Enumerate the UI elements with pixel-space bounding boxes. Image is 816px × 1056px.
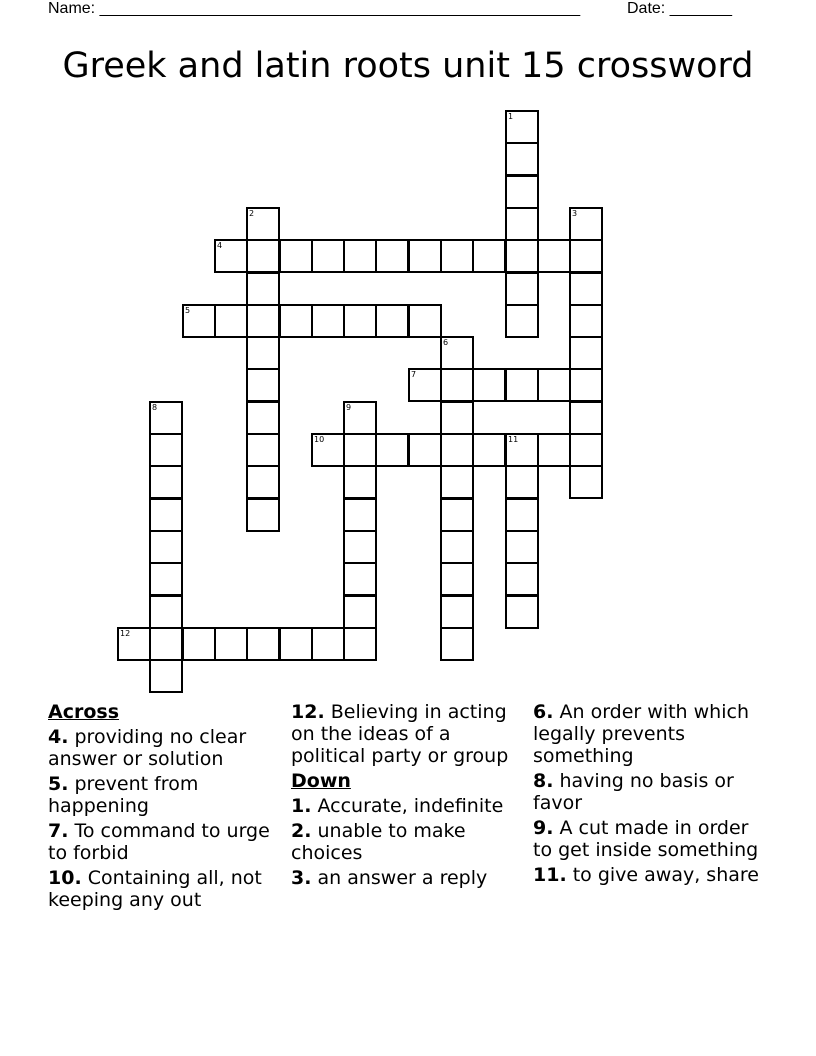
crossword-cell[interactable]	[505, 530, 539, 564]
crossword-cell[interactable]	[569, 207, 603, 241]
across-clue-5: 5. prevent from happening	[48, 773, 199, 817]
crossword-cell[interactable]	[343, 433, 377, 467]
down-clue-9: 9. A cut made in order to get inside something	[533, 817, 759, 861]
clue-number-label: 7	[411, 370, 417, 379]
crossword-cell[interactable]	[214, 239, 248, 273]
clue-number-label: 3	[572, 209, 578, 218]
crossword-cell[interactable]	[182, 304, 216, 338]
clue-number-label: 12	[120, 629, 131, 638]
across-clue-12: 12. Believing in acting on the ideas of a political party or group	[291, 701, 509, 767]
down-clue-1: 1. Accurate, indefinite	[291, 795, 504, 817]
crossword-cell[interactable]	[440, 401, 474, 435]
crossword-cell[interactable]	[408, 368, 442, 402]
crossword-cell[interactable]	[440, 239, 474, 273]
crossword-cell[interactable]	[343, 239, 377, 273]
crossword-cell[interactable]	[343, 498, 377, 532]
crossword-cell[interactable]	[149, 401, 183, 435]
crossword-cell[interactable]	[440, 336, 474, 370]
down-clue-2: 2. unable to make choices	[291, 820, 466, 864]
clue-number-label: 1	[508, 112, 514, 121]
crossword-cell[interactable]	[569, 272, 603, 306]
crossword-cell[interactable]	[569, 465, 603, 499]
crossword-cell[interactable]	[343, 627, 377, 661]
crossword-cell[interactable]	[505, 239, 539, 273]
crossword-cell[interactable]	[279, 304, 313, 338]
name-field: Name: ______________________________________________________	[48, 0, 581, 17]
clue-number-label: 6	[443, 338, 449, 347]
crossword-cell[interactable]	[149, 595, 183, 629]
crossword-cell[interactable]	[505, 562, 539, 596]
clue-column-2	[291, 701, 523, 892]
crossword-cell[interactable]	[505, 368, 539, 402]
crossword-cell[interactable]	[505, 142, 539, 176]
crossword-cell[interactable]	[408, 304, 442, 338]
crossword-cell[interactable]	[311, 433, 345, 467]
crossword-cell[interactable]	[537, 239, 571, 273]
crossword-cell[interactable]	[214, 627, 248, 661]
crossword-cell[interactable]	[440, 562, 474, 596]
crossword-cell[interactable]	[537, 368, 571, 402]
crossword-cell[interactable]	[375, 239, 409, 273]
crossword-cell[interactable]	[375, 304, 409, 338]
crossword-cell[interactable]	[408, 433, 442, 467]
crossword-cell[interactable]	[149, 627, 183, 661]
down-heading: Down	[291, 770, 351, 792]
clue-number-label: 2	[249, 209, 255, 218]
crossword-cell[interactable]	[149, 562, 183, 596]
across-heading: Across	[48, 701, 120, 723]
clue-number-label: 8	[152, 403, 158, 412]
crossword-cell[interactable]	[117, 627, 151, 661]
across-clue-4: 4. providing no clear answer or solution	[48, 726, 247, 770]
crossword-cell[interactable]	[149, 530, 183, 564]
across-clue-10: 10. Containing all, not keeping any out	[48, 867, 262, 911]
crossword-cell[interactable]	[569, 433, 603, 467]
crossword-cell[interactable]	[440, 433, 474, 467]
down-clue-8: 8. having no basis or favor	[533, 770, 734, 814]
crossword-cell[interactable]	[182, 627, 216, 661]
crossword-cell[interactable]	[246, 336, 280, 370]
crossword-cell[interactable]	[505, 272, 539, 306]
across-clue-7: 7. To command to urge to forbid	[48, 820, 270, 864]
crossword-cell[interactable]	[375, 433, 409, 467]
clue-number-label: 5	[185, 306, 191, 315]
crossword-cell[interactable]	[246, 433, 280, 467]
crossword-cell[interactable]	[440, 595, 474, 629]
crossword-cell[interactable]	[440, 368, 474, 402]
clue-number-label: 10	[314, 435, 325, 444]
crossword-cell[interactable]	[149, 465, 183, 499]
crossword-cell[interactable]	[569, 401, 603, 435]
crossword-cell[interactable]	[214, 304, 248, 338]
crossword-cell[interactable]	[505, 498, 539, 532]
clue-number-label: 11	[508, 435, 519, 444]
crossword-cell[interactable]	[246, 498, 280, 532]
crossword-cell[interactable]	[343, 530, 377, 564]
clue-number-label: 9	[346, 403, 352, 412]
crossword-cell[interactable]	[537, 433, 571, 467]
crossword-cell[interactable]	[149, 498, 183, 532]
crossword-cell[interactable]	[472, 433, 506, 467]
crossword-cell[interactable]	[505, 433, 539, 467]
crossword-cell[interactable]	[246, 207, 280, 241]
puzzle-title: Greek and latin roots unit 15 crossword	[62, 46, 754, 86]
crossword-cell[interactable]	[505, 175, 539, 209]
crossword-cell[interactable]	[505, 595, 539, 629]
crossword-cell[interactable]	[311, 627, 345, 661]
crossword-cell[interactable]	[279, 239, 313, 273]
crossword-cell[interactable]	[569, 239, 603, 273]
crossword-cell[interactable]	[246, 239, 280, 273]
crossword-cell[interactable]	[505, 465, 539, 499]
crossword-cell[interactable]	[343, 401, 377, 435]
crossword-cell[interactable]	[246, 304, 280, 338]
clue-column-3	[533, 701, 773, 889]
crossword-cell[interactable]	[472, 368, 506, 402]
crossword-cell[interactable]	[149, 433, 183, 467]
crossword-cell[interactable]	[246, 401, 280, 435]
crossword-cell[interactable]	[246, 465, 280, 499]
crossword-cell[interactable]	[569, 336, 603, 370]
crossword-cell[interactable]	[440, 530, 474, 564]
crossword-cell[interactable]	[343, 465, 377, 499]
crossword-cell[interactable]	[343, 562, 377, 596]
crossword-cell[interactable]	[505, 304, 539, 338]
crossword-cell[interactable]	[279, 627, 313, 661]
crossword-cell[interactable]	[343, 304, 377, 338]
down-clue-11: 11. to give away, share	[533, 864, 759, 886]
crossword-cell[interactable]	[569, 368, 603, 402]
crossword-cell[interactable]	[505, 110, 539, 144]
crossword-cell[interactable]	[343, 595, 377, 629]
crossword-cell[interactable]	[311, 304, 345, 338]
crossword-cell[interactable]	[246, 368, 280, 402]
crossword-cell[interactable]	[505, 207, 539, 241]
crossword-cell[interactable]	[440, 627, 474, 661]
clue-column-1	[48, 701, 283, 914]
crossword-cell[interactable]	[569, 304, 603, 338]
clue-number-label: 4	[217, 241, 223, 250]
date-field: Date: _______	[627, 0, 732, 17]
down-clue-3: 3. an answer a reply	[291, 867, 488, 889]
crossword-cell[interactable]	[149, 659, 183, 693]
crossword-cell[interactable]	[440, 498, 474, 532]
crossword-cell[interactable]	[408, 239, 442, 273]
crossword-cell[interactable]	[246, 627, 280, 661]
down-clue-6: 6. An order with which legally prevents something	[533, 701, 749, 767]
crossword-cell[interactable]	[472, 239, 506, 273]
crossword-cell[interactable]	[440, 465, 474, 499]
crossword-cell[interactable]	[246, 272, 280, 306]
crossword-cell[interactable]	[311, 239, 345, 273]
